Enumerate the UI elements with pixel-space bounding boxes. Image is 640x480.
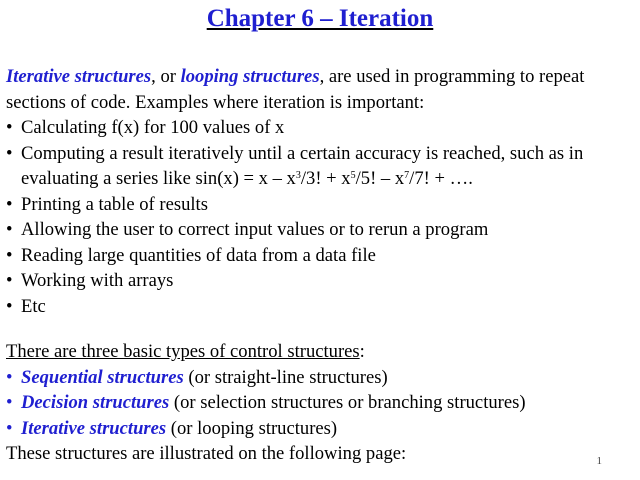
list-item: • Computing a result iteratively until a certain accuracy is reached, such as in evaluating a series like $\sin(x) = x - x^3/3$! + $x^5/5$! – $x^7/7$! + …. bbox=[6, 142, 584, 189]
bullet-icon: • bbox=[6, 295, 13, 317]
list-item: • Printing a table of results bbox=[6, 192, 632, 218]
list-item: • Iterative structures (or looping structures) bbox=[6, 416, 632, 442]
examples-list bbox=[6, 115, 632, 319]
bullet-icon: • bbox=[6, 142, 13, 164]
list-item: • Etc bbox=[6, 294, 632, 320]
intro-paragraph: Iterative structures, or looping structures, are used in programming to repeat sections of code. Examples where iteration is important: bbox=[6, 66, 585, 113]
list-item: • Sequential structures (or straight-line structures) bbox=[6, 365, 632, 391]
bullet-icon: • bbox=[6, 392, 13, 413]
bullet-icon: • bbox=[6, 193, 13, 215]
bullet-icon: • bbox=[6, 417, 13, 439]
slide-title: Chapter 6 – Iteration bbox=[206, 5, 434, 32]
page-number: 1 bbox=[596, 455, 602, 467]
bullet-icon: • bbox=[6, 117, 13, 138]
list-item: • Allowing the user to correct input values or to rerun a program bbox=[6, 217, 632, 243]
bullet-icon: • bbox=[6, 270, 13, 291]
term-iterative: Iterative structures bbox=[6, 66, 152, 87]
list-item: • Reading large quantities of data from a data file bbox=[6, 243, 632, 269]
bullet-icon: • bbox=[6, 366, 13, 388]
types-list bbox=[6, 365, 632, 442]
closing-text: These structures are illustrated on the following page: bbox=[6, 443, 407, 464]
list-item: • Calculating f(x) for 100 values of x bbox=[6, 115, 632, 141]
bullet-icon: • bbox=[6, 244, 13, 266]
bullet-icon: • bbox=[6, 219, 13, 240]
slide-body bbox=[6, 64, 632, 467]
list-item: • Decision structures (or selection structures or branching structures) bbox=[6, 390, 632, 416]
types-heading: There are three basic types of control structures: bbox=[6, 341, 365, 362]
term-looping: looping structures bbox=[180, 66, 320, 87]
list-item: • Working with arrays bbox=[6, 268, 632, 294]
